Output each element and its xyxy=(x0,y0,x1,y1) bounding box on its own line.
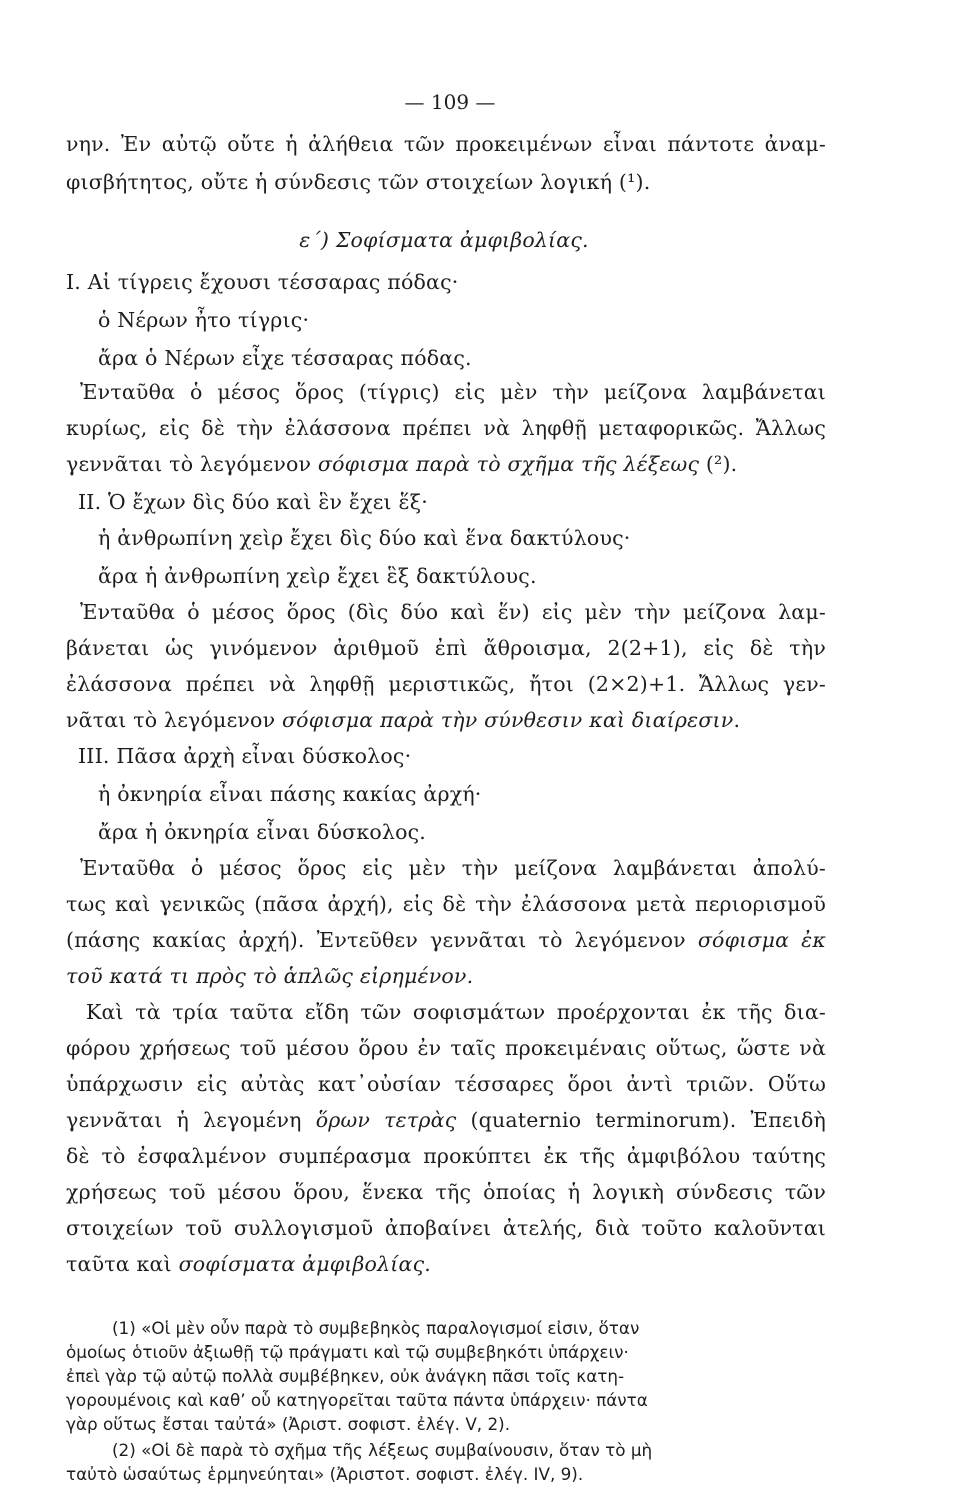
emphasis-term: σοφίσματα ἀμφιβολίας xyxy=(178,1252,425,1276)
emphasis-term: σόφισμα ἐκ xyxy=(697,928,826,952)
syllogism-line: II. Ὁ ἔχων δὶς δύο καὶ ἓν ἔχει ἕξ· xyxy=(78,490,428,514)
text-line: δὲ τὸ ἐσφαλμένον συμπέρασμα προκύπτει ἐκ τῆς ἀμφιβόλου ταύτης xyxy=(66,1144,826,1168)
text-line: Ἐνταῦθα ὁ μέσος ὅρος εἰς μὲν τὴν μείζονα λαμβάνεται ἀπολύ- xyxy=(80,856,826,880)
syllogism-line: ἄρα ἡ ἀνθρωπίνη χεὶρ ἔχει ἓξ δακτύλους. xyxy=(98,564,537,588)
syllogism-line: ἡ ὀκνηρία εἶναι πάσης κακίας ἀρχή· xyxy=(98,782,482,806)
emphasis-term: σόφισμα παρὰ τὴν σύνθεσιν καὶ διαίρεσιν xyxy=(281,708,734,732)
text-segment: . xyxy=(733,708,741,732)
text-line: νην. Ἐν αὐτῷ οὔτε ἡ ἀλήθεια τῶν προκειμένων εἶναι πάντοτε ἀναμ- xyxy=(66,132,826,156)
text-segment: γεννᾶται ἡ λεγομένη xyxy=(66,1108,316,1132)
text-line xyxy=(66,704,826,736)
footnote-line: (1) «Οἱ μὲν οὖν παρὰ τὸ συμβεβηκὸς παραλογισμοί εἰσιν, ὅταν xyxy=(112,1318,640,1338)
text-line: φισβήτητος, οὔτε ἡ σύνδεσις τῶν στοιχείων λογική (¹). xyxy=(66,170,651,194)
text-line: ὑπάρχωσιν εἰς αὐτὰς κατ᾽οὐσίαν τέσσαρες ὅροι ἀντὶ τριῶν. Οὕτω xyxy=(66,1072,826,1096)
syllogism-line: ὁ Νέρων ἦτο τίγρις· xyxy=(98,308,310,332)
footnote-line: ἐπεὶ γὰρ τῷ αὐτῷ πολλὰ συμβέβηκεν, οὐκ ἀνάγκη πᾶσι τοῖς κατη- xyxy=(66,1366,625,1386)
text-segment: . xyxy=(424,1252,431,1276)
text-line: χρήσεως τοῦ μέσου ὅρου, ἕνεκα τῆς ὁποίας ἡ λογικὴ σύνδεσις τῶν xyxy=(66,1180,826,1204)
text-segment: (²). xyxy=(699,452,738,476)
footnote-line: γορουμένοις καὶ καθ’ οὗ κατηγορεῖται ταῦτα πάντα ὑπάρχειν· πάντα xyxy=(66,1390,648,1410)
footnote-line: γὰρ οὕτως ἔσται ταὐτά» (Ἀριστ. σοφιστ. ἐλέγ. V, 2). xyxy=(66,1414,511,1434)
text-line: Ἐνταῦθα ὁ μέσος ὅρος (τίγρις) εἰς μὲν τὴν μείζονα λαμβάνεται xyxy=(80,380,826,404)
text-line: τως καὶ γενικῶς (πᾶσα ἀρχή), εἰς δὲ τὴν ἐλάσσονα μετὰ περιορισμοῦ xyxy=(66,892,826,916)
text-line: φόρου χρήσεως τοῦ μέσου ὅρου ἐν ταῖς προκειμέναις οὕτως, ὥστε νὰ xyxy=(66,1036,826,1060)
text-line: κυρίως, εἰς δὲ τὴν ἐλάσσονα πρέπει νὰ ληφθῇ μεταφορικῶς. Ἄλλως xyxy=(66,416,826,440)
text-line xyxy=(66,924,826,956)
text-segment: (πάσης κακίας ἀρχή). Ἐντεῦθεν γεννᾶται τὸ λεγόμενον xyxy=(66,928,698,952)
footnote-line: ταὐτὸ ὡσαύτως ἑρμηνεύηται» (Ἀριστοτ. σοφιστ. ἐλέγ. IV, 9). xyxy=(66,1464,584,1484)
emphasis-term: ὅρων τετρὰς xyxy=(315,1108,457,1132)
text-line xyxy=(66,448,826,480)
syllogism-line: ἄρα ἡ ὀκνηρία εἶναι δύσκολος. xyxy=(98,820,427,844)
text-line: ἐλάσσονα πρέπει νὰ ληφθῇ μεριστικῶς, ἤτοι (2×2)+1. Ἄλλως γεν- xyxy=(66,672,826,696)
text-line xyxy=(66,1248,826,1280)
text-line: Ἐνταῦθα ὁ μέσος ὅρος (δὶς δύο καὶ ἕν) εἰς μὲν τὴν μείζονα λαμ- xyxy=(80,600,826,624)
footnote-line: (2) «Οἱ δὲ παρὰ τὸ σχῆμα τῆς λέξεως συμβαίνουσιν, ὅταν τὸ μὴ xyxy=(112,1440,653,1460)
syllogism-line: III. Πᾶσα ἀρχὴ εἶναι δύσκολος· xyxy=(78,744,412,768)
text-line: στοιχείων τοῦ συλλογισμοῦ ἀποβαίνει ἀτελής, διὰ τοῦτο καλοῦνται xyxy=(66,1216,826,1240)
text-line: βάνεται ὡς γινόμενον ἀριθμοῦ ἐπὶ ἄθροισμα, 2(2+1), εἰς δὲ τὴν xyxy=(66,636,826,660)
text-segment: νᾶται τὸ λεγόμενον xyxy=(66,708,282,732)
section-heading: ε΄) Σοφίσματα ἀμφιβολίας. xyxy=(299,228,589,252)
text-line: Καὶ τὰ τρία ταῦτα εἴδη τῶν σοφισμάτων προέρχονται ἐκ τῆς δια- xyxy=(86,1000,826,1024)
emphasis-term: τοῦ κατά τι πρὸς τὸ ἁπλῶς εἰρημένον. xyxy=(66,964,474,988)
text-segment: (quaternio terminorum). Ἐπειδὴ xyxy=(456,1108,826,1132)
footnote-line: ὁμοίως ὁτιοῦν ἀξιωθῇ τῷ πράγματι καὶ τῷ συμβεβηκότι ὑπάρχειν· xyxy=(66,1342,629,1362)
page-number-header: — 109 — xyxy=(404,90,496,114)
text-segment: ταῦτα καὶ xyxy=(66,1252,179,1276)
text-line xyxy=(66,1104,826,1136)
syllogism-line: I. Αἱ τίγρεις ἔχουσι τέσσαρας πόδας· xyxy=(66,270,459,294)
syllogism-line: ἡ ἀνθρωπίνη χεὶρ ἔχει δὶς δύο καὶ ἕνα δακτύλους· xyxy=(98,526,631,550)
text-segment: γεννᾶται τὸ λεγόμενον xyxy=(66,452,318,476)
emphasis-term: σόφισμα παρὰ τὸ σχῆμα τῆς λέξεως xyxy=(317,452,700,476)
syllogism-line: ἄρα ὁ Νέρων εἶχε τέσσαρας πόδας. xyxy=(98,346,472,370)
